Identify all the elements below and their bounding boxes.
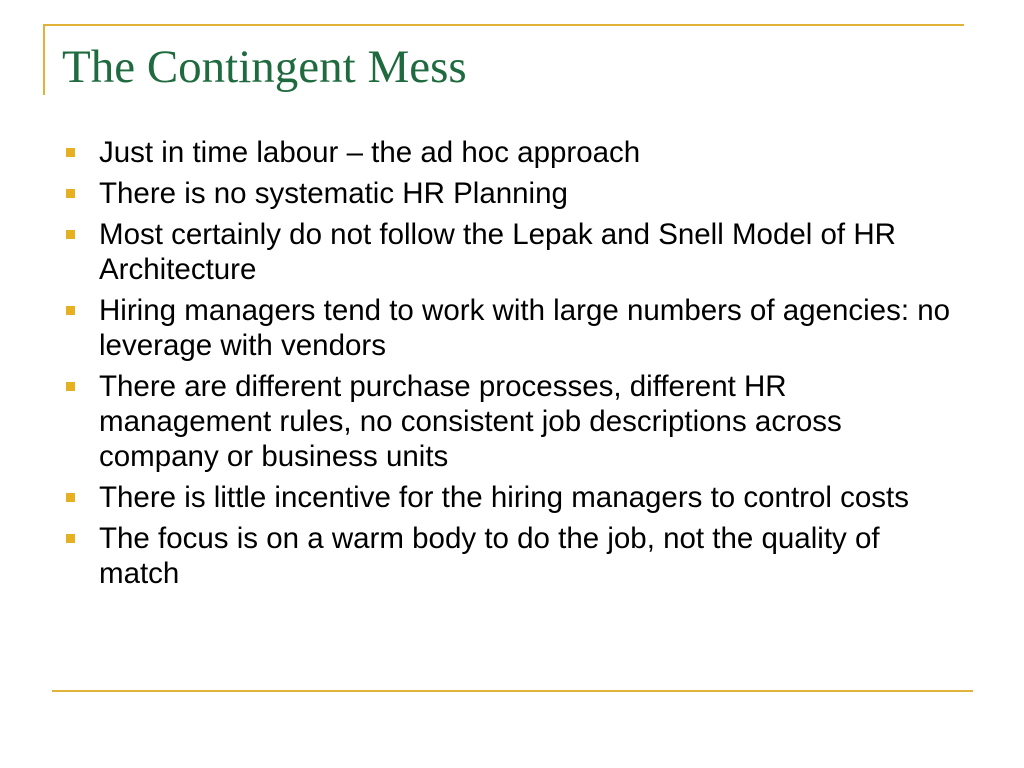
square-bullet-icon [66,534,75,543]
square-bullet-icon [66,382,75,391]
bullet-item [64,521,964,591]
square-bullet-icon [66,148,75,157]
top-rule [43,24,964,26]
square-bullet-icon [66,230,75,239]
square-bullet-icon [66,306,75,315]
square-bullet-icon [66,493,75,502]
square-bullet-icon [66,189,75,198]
bullet-item [64,135,964,170]
left-rule [43,24,45,95]
bullet-text: Most certainly do not follow the Lepak and Snell Model of HR Architecture [99,218,896,286]
bottom-rule [52,690,973,692]
bullet-item [64,217,964,287]
bullet-text: There is no systematic HR Planning [99,177,568,210]
bullet-item [64,293,964,363]
bullet-text: Just in time labour – the ad hoc approach [99,136,641,169]
bullet-text: The focus is on a warm body to do the job, not the quality of match [99,522,880,590]
bullet-text: There is little incentive for the hiring managers to control costs [99,481,909,514]
bullet-item [64,369,964,474]
slide-title: The Contingent Mess [62,41,467,93]
bullet-item [64,176,964,211]
bullet-text: Hiring managers tend to work with large numbers of agencies: no leverage with vendors [99,294,951,362]
bullet-item [64,480,964,515]
bullet-list [64,135,964,597]
bullet-text: There are different purchase processes, different HR management rules, no consistent job descriptions across company or business units [99,370,842,473]
